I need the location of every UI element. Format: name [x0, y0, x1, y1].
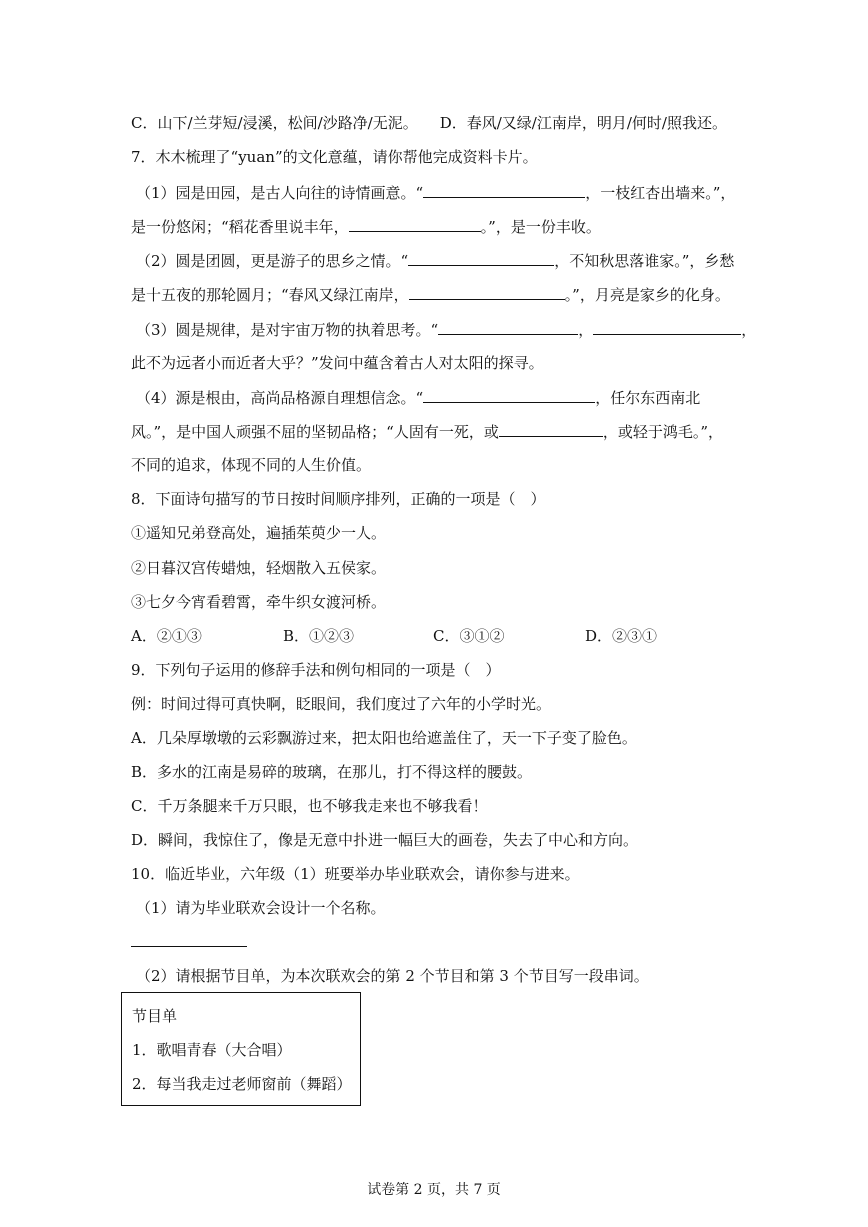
q7-blank-3[interactable] [408, 250, 554, 266]
q7-p4-text-b: ，任尔东西南北 [595, 389, 701, 407]
q7-part4-line3: 不同的追求，体现不同的人生价值。 [131, 456, 372, 474]
q7-p2-text-b: ，不知秋思落谁家。”，乡愁 [554, 252, 735, 270]
q7-p3-text-b: ， [578, 321, 594, 339]
q10-answer-line[interactable] [131, 946, 247, 947]
q8-option-c[interactable]: C．③①② [433, 627, 505, 645]
q7-part2-line1 [136, 250, 734, 272]
q8-option-b[interactable]: B．①②③ [283, 627, 355, 645]
program-list-title: 节目单 [132, 1007, 178, 1025]
program-list-box [121, 992, 361, 1106]
q10-sub1: （1）请为毕业联欢会设计一个名称。 [136, 899, 386, 917]
q7-blank-7[interactable] [423, 387, 595, 403]
q7-blank-8[interactable] [499, 421, 603, 437]
q7-part4-line1 [136, 387, 700, 409]
q7-p3-text-c: ， [741, 321, 757, 339]
q7-p4-text-d: ，或轻于鸿毛。”， [602, 423, 724, 441]
q8-options-row [131, 626, 657, 648]
q8-option-a[interactable]: A．②①③ [131, 627, 202, 645]
q7-p1-text-c: 是一份悠闲；“稻花香里说丰年， [131, 218, 349, 236]
q6-options-row [131, 113, 727, 135]
q7-p4-text-a: （4）源是根由，高尚品格源自理想信念。“ [136, 389, 424, 407]
q10-stem: 10．临近毕业，六年级（1）班要举办毕业联欢会，请你参与进来。 [131, 865, 580, 883]
q9-stem: 9．下列句子运用的修辞手法和例句相同的一项是（ ） [131, 661, 501, 679]
q10-sub2: （2）请根据节目单，为本次联欢会的第 2 个节目和第 3 个节目写一段串词。 [136, 967, 649, 985]
q7-stem: 7．木木梳理了“yuan”的文化意蕴，请你帮他完成资料卡片。 [131, 148, 538, 166]
q7-blank-2[interactable] [349, 216, 481, 232]
program-item-1: 1．歌唱青春（大合唱） [132, 1041, 292, 1059]
q6-option-d: D．春风/又绿/江南岸，明月/何时/照我还。 [439, 114, 727, 132]
q7-p4-text-c: 风。”，是中国人顽强不屈的坚韧品格；“人固有一死，或 [131, 423, 499, 441]
q9-option-a[interactable]: A．几朵厚墩墩的云彩飘游过来，把太阳也给遮盖住了，天一下子变了脸色。 [131, 729, 637, 747]
q8-stem: 8．下面诗句描写的节日按时间顺序排列，正确的一项是（ ） [131, 490, 546, 508]
q8-item-2: ②日暮汉宫传蜡烛，轻烟散入五侯家。 [131, 559, 387, 577]
q9-option-d[interactable]: D．瞬间，我惊住了，像是无意中扑进一幅巨大的画卷，失去了中心和方向。 [131, 831, 639, 849]
q7-part2-line2 [131, 284, 730, 306]
q7-p1-text-d: 。”，是一份丰收。 [480, 218, 601, 236]
q7-p1-text-a: （1）园是田园，是古人向往的诗情画意。“ [136, 184, 424, 202]
q7-blank-1[interactable] [423, 182, 585, 198]
program-item-2: 2．每当我走过老师窗前（舞蹈） [132, 1075, 352, 1093]
page-footer: 试卷第 2 页，共 7 页 [367, 1182, 501, 1198]
q7-part3-line2: 此不为远者小而近者大乎？”发问中蕴含着古人对太阳的探寻。 [131, 354, 544, 372]
q9-option-c[interactable]: C．千万条腿来千万只眼，也不够我走来也不够我看！ [131, 797, 488, 815]
q7-part1-line2 [131, 216, 601, 238]
q9-example: 例：时间过得可真快啊，眨眼间，我们度过了六年的小学时光。 [131, 695, 552, 713]
q6-option-c: C．山下/兰芽短/浸溪，松间/沙路净/无泥。 [131, 114, 418, 132]
q7-blank-5[interactable] [438, 319, 578, 335]
q7-p2-text-d: 。”，月亮是家乡的化身。 [564, 286, 730, 304]
q7-part4-line2 [131, 421, 723, 443]
q7-part1-line1 [136, 182, 735, 204]
q7-blank-4[interactable] [409, 284, 565, 300]
q7-p3-text-a: （3）圆是规律，是对宇宙万物的执着思考。“ [136, 321, 439, 339]
q7-blank-6[interactable] [593, 319, 741, 335]
q7-p2-text-a: （2）圆是团圆，更是游子的思乡之情。“ [136, 252, 409, 270]
q8-item-3: ③七夕今宵看碧霄，牵牛织女渡河桥。 [131, 593, 387, 611]
q9-option-b[interactable]: B．多水的江南是易碎的玻璃，在那儿，打不得这样的腰鼓。 [131, 763, 533, 781]
q7-part3-line1 [136, 319, 756, 341]
q7-p2-text-c: 是十五夜的那轮圆月；“春风又绿江南岸， [131, 286, 409, 304]
q7-p1-text-b: ，一枝红杏出墙来。”， [585, 184, 736, 202]
q8-item-1: ①遥知兄弟登高处，遍插茱萸少一人。 [131, 524, 387, 542]
q8-option-d[interactable]: D．②③① [585, 627, 658, 645]
